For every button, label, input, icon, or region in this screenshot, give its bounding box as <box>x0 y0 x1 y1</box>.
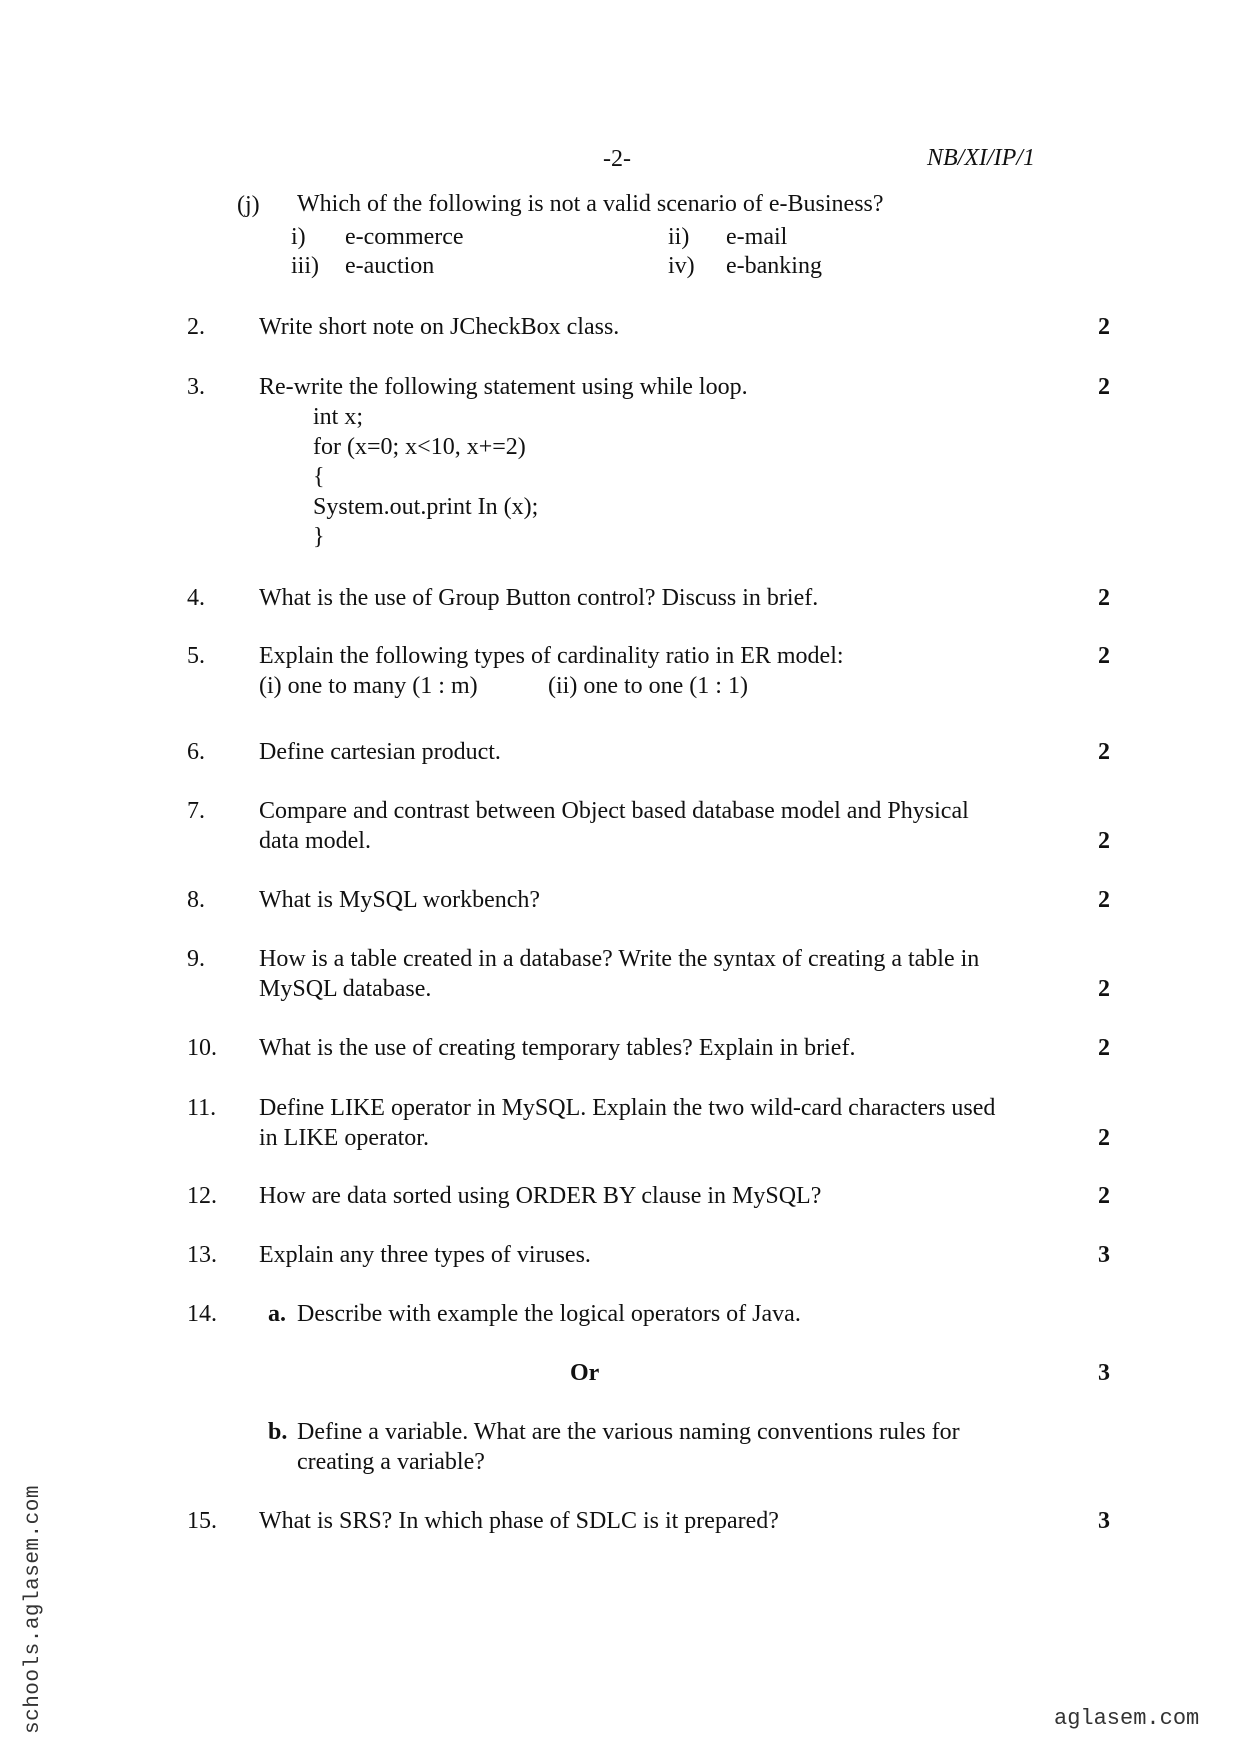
q1j-label: (j) <box>237 192 260 218</box>
question-text: What is MySQL workbench? <box>259 887 541 913</box>
question-text: Define cartesian product. <box>259 739 501 765</box>
question-number: 8. <box>187 887 205 913</box>
question-number: 2. <box>187 314 205 340</box>
marks: 2 <box>1098 976 1110 1002</box>
marks: 2 <box>1098 739 1110 765</box>
question-text: Re-write the following statement using while loop. <box>259 374 748 400</box>
q1j-question: Which of the following is not a valid scenario of e-Business? <box>297 191 884 217</box>
question-text: Explain any three types of viruses. <box>259 1242 591 1268</box>
question-number: 12. <box>187 1183 217 1209</box>
question-number: 10. <box>187 1035 217 1061</box>
option-num: i) <box>291 224 306 250</box>
question-text: How are data sorted using ORDER BY clause in MySQL? <box>259 1183 822 1209</box>
marks: 2 <box>1098 585 1110 611</box>
question-number: 3. <box>187 374 205 400</box>
code-line: int x; <box>313 404 364 430</box>
option-text: e-mail <box>726 224 788 250</box>
question-number: 5. <box>187 643 205 669</box>
question-number: 11. <box>187 1095 217 1121</box>
marks: 3 <box>1098 1508 1110 1534</box>
marks: 2 <box>1098 374 1110 400</box>
side-watermark: schools.aglasem.com <box>22 1485 45 1734</box>
sub-item: (i) one to many (1 : m) <box>259 673 478 699</box>
marks: 2 <box>1098 314 1110 340</box>
question-text: Compare and contrast between Object based database model and Physical <box>259 798 969 824</box>
option-num: iii) <box>291 253 319 279</box>
marks: 2 <box>1098 828 1110 854</box>
option-num: ii) <box>668 224 690 250</box>
question-text: What is SRS? In which phase of SDLC is it prepared? <box>259 1508 779 1534</box>
question-text: What is the use of Group Button control? Discuss in brief. <box>259 585 819 611</box>
or-separator: Or <box>570 1360 600 1386</box>
sub-item: (ii) one to one (1 : 1) <box>548 673 748 699</box>
question-number: 4. <box>187 585 205 611</box>
question-text: in LIKE operator. <box>259 1125 429 1151</box>
option-text: e-auction <box>345 253 435 279</box>
question-text: Explain the following types of cardinality ratio in ER model: <box>259 643 844 669</box>
question-number: 9. <box>187 946 205 972</box>
question-text: What is the use of creating temporary tables? Explain in brief. <box>259 1035 856 1061</box>
code-line: System.out.print In (x); <box>313 494 539 520</box>
option-text: e-banking <box>726 253 822 279</box>
paper-code: NB/XI/IP/1 <box>927 145 1035 171</box>
question-text: How is a table created in a database? Write the syntax of creating a table in <box>259 946 980 972</box>
option-label-a: a. <box>268 1301 286 1327</box>
question-text: Define a variable. What are the various naming conventions rules for <box>297 1419 960 1445</box>
code-line: for (x=0; x<10, x+=2) <box>313 434 526 460</box>
marks: 2 <box>1098 1125 1110 1151</box>
question-text: Write short note on JCheckBox class. <box>259 314 620 340</box>
question-number: 6. <box>187 739 205 765</box>
option-text: e-commerce <box>345 224 464 250</box>
question-text: creating a variable? <box>297 1449 485 1475</box>
corner-watermark: aglasem.com <box>1054 1706 1200 1731</box>
option-num: iv) <box>668 253 695 279</box>
code-line: { <box>313 464 325 490</box>
question-text: Describe with example the logical operators of Java. <box>297 1301 801 1327</box>
question-text: Define LIKE operator in MySQL. Explain the two wild-card characters used <box>259 1095 996 1121</box>
question-number: 14. <box>187 1301 217 1327</box>
marks: 3 <box>1098 1242 1110 1268</box>
question-text: MySQL database. <box>259 976 432 1002</box>
question-number: 7. <box>187 798 205 824</box>
page-number: -2- <box>603 146 631 172</box>
option-label-b: b. <box>268 1419 288 1445</box>
marks: 2 <box>1098 1183 1110 1209</box>
code-line: } <box>313 524 325 550</box>
question-number: 15. <box>187 1508 217 1534</box>
marks: 2 <box>1098 1035 1110 1061</box>
question-text: data model. <box>259 828 371 854</box>
question-number: 13. <box>187 1242 217 1268</box>
marks: 2 <box>1098 887 1110 913</box>
marks: 2 <box>1098 643 1110 669</box>
marks: 3 <box>1098 1360 1110 1386</box>
